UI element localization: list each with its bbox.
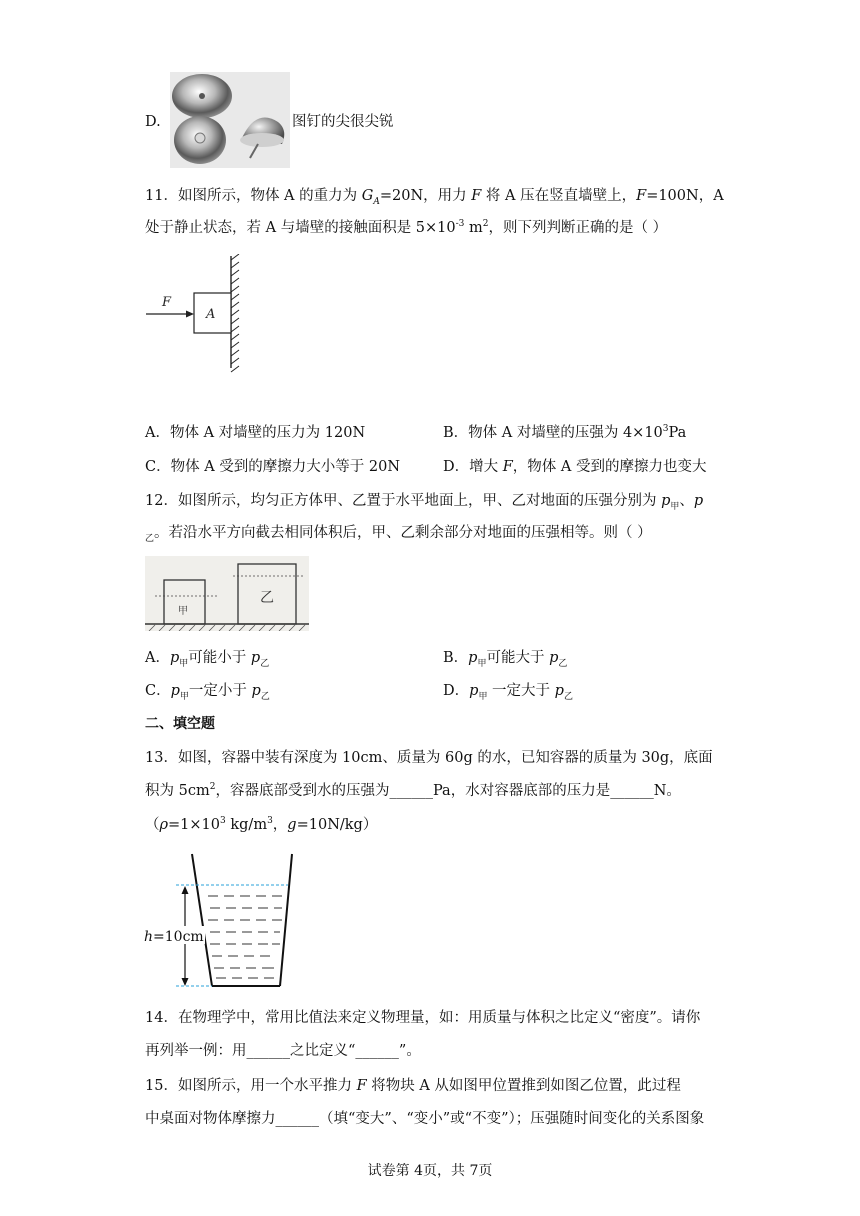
q13-stem-line2	[145, 781, 681, 801]
q13-exponent: 2	[209, 782, 216, 793]
q13-blank-1: ______	[389, 783, 433, 799]
q12-symbol-p: p	[250, 650, 261, 666]
q11-symbol-g: G	[361, 188, 374, 204]
q11-option-a: A．物体 A 对墙壁的压力为 120N	[145, 425, 366, 441]
q12-symbol-p: p	[251, 683, 261, 699]
height-symbol: h	[144, 929, 154, 945]
q12-option-label: B．	[443, 650, 469, 666]
q13-exponent: 3	[267, 816, 273, 827]
q12-text: 12．如图所示，均匀正方体甲、乙置于水平地面上，甲、乙对地面的压强分别为	[145, 493, 662, 509]
q12-option-text: 可能小于	[188, 650, 251, 666]
q13-text: Pa，水对容器底部的压力是	[432, 783, 611, 799]
cube-jia-label: 甲	[178, 606, 188, 617]
q12-symbol-p: p	[469, 683, 479, 699]
force-label: F	[162, 295, 172, 310]
q12-option-label: D．	[443, 683, 470, 699]
q12-option-text: 一定大于	[487, 683, 555, 699]
q12-option-d	[443, 681, 573, 701]
q15-blank: ______	[275, 1111, 319, 1127]
q12-text: 。若沿水平方向截去相同体积后，甲、乙剩余部分对地面的压强相等。则（ ）	[154, 525, 652, 541]
q15-symbol-f: F	[356, 1078, 367, 1094]
q13-text: 积为 5cm	[145, 783, 210, 799]
q12-subscript: 乙	[260, 691, 270, 702]
q12-cubes-photo	[145, 556, 309, 631]
q11-text: 11．如图所示，物体 A 的重力为	[145, 188, 362, 204]
q11-text: ，则下列判断正确的是（ ）	[488, 220, 668, 236]
q12-option-label: A．	[145, 650, 170, 666]
q11-option-d-symbol: F	[502, 459, 513, 475]
q15-stem-line1	[145, 1076, 681, 1096]
q13-text: ，容器底部受到水的压强为	[215, 783, 390, 799]
height-label	[144, 929, 204, 945]
q11-option-b	[443, 423, 686, 443]
q10-option-d-label: D.	[145, 114, 161, 130]
q11-wall-diagram	[140, 254, 250, 374]
q11-text: =20N，用力	[379, 188, 472, 204]
cube-jia	[164, 580, 205, 624]
q11-symbol-f: F	[471, 188, 482, 204]
q12-subscript: 乙	[558, 658, 568, 669]
q13-text: kg/m	[225, 817, 268, 833]
height-value: =10cm	[153, 929, 204, 945]
q15-text: 15．如图所示，用一个水平推力	[145, 1078, 357, 1094]
q14-text: 再列举一例：用	[145, 1043, 247, 1059]
q14-text: 之比定义“	[290, 1043, 356, 1059]
q13-exponent: 3	[220, 816, 226, 827]
thumbtack-illustration	[170, 72, 290, 168]
q15-text: （填“变大”、“变小”或“不变”）；压强随时间变化的关系图象	[319, 1111, 705, 1127]
q12-option-text: 可能大于	[486, 650, 550, 666]
q10-option-d-text: 图钉的尖很尖锐	[292, 114, 394, 130]
q12-symbol-p: p	[693, 493, 704, 509]
q12-subscript: 甲	[179, 658, 189, 669]
q11-text: 处于静止状态，若 A 与墙壁的接触面积是 5×10	[145, 220, 456, 236]
q11-text: m	[464, 220, 483, 236]
q13-text: N。	[653, 783, 681, 799]
q14-stem-line1: 14．在物理学中，常用比值法来定义物理量，如：用质量与体积之比定义“密度”。请你	[145, 1010, 701, 1026]
q11-option-b-text: B．物体 A 对墙壁的压强为 4×10	[443, 425, 663, 441]
q14-stem-line2	[145, 1041, 421, 1061]
q12-symbol-p: p	[170, 683, 180, 699]
q12-symbol-p: p	[554, 683, 564, 699]
section-heading: 二、填空题	[145, 716, 215, 732]
cube-yi-label: 乙	[260, 590, 274, 606]
q12-stem-line2	[145, 523, 652, 543]
q12-cubes-diagram	[145, 556, 309, 631]
q11-stem-line2	[145, 218, 667, 238]
q13-container-diagram	[140, 852, 305, 992]
q11-option-c: C．物体 A 受到的摩擦力大小等于 20N	[145, 459, 401, 475]
q11-symbol-f: F	[636, 188, 647, 204]
q12-subscript: 甲	[670, 501, 680, 512]
q12-symbol-p: p	[549, 650, 559, 666]
q13-text: =1×10	[168, 817, 221, 833]
q12-subscript: 甲	[477, 658, 487, 669]
q11-option-b-unit: Pa	[668, 425, 687, 441]
q15-stem-line2	[145, 1109, 704, 1129]
q12-subscript: 甲	[179, 691, 189, 702]
q12-separator: 、	[679, 493, 694, 509]
q15-text: 将物块 A 从如图甲位置推到如图乙位置，此过程	[366, 1078, 681, 1094]
q12-option-c	[145, 681, 270, 701]
q11-option-d-text: ，物体 A 受到的摩擦力也变大	[512, 459, 707, 475]
q12-symbol-p: p	[661, 493, 671, 509]
q11-text: =100N，A	[646, 188, 724, 204]
q13-symbol-g: g	[287, 817, 297, 833]
q15-text: 中桌面对物体摩擦力	[145, 1111, 276, 1127]
q11-exponent: -3	[455, 219, 465, 230]
q14-blank-1: ______	[246, 1043, 290, 1059]
q12-option-text: 一定小于	[188, 683, 252, 699]
q12-option-label: C．	[145, 683, 171, 699]
q11-subscript-a: A	[373, 196, 380, 207]
q12-option-a	[145, 648, 269, 668]
q12-subscript: 乙	[563, 691, 573, 702]
block-label: A	[206, 307, 216, 322]
q11-text: 将 A 压在竖直墙壁上，	[481, 188, 637, 204]
q11-stem-line1	[145, 186, 724, 206]
q12-option-b	[443, 648, 567, 668]
q13-blank-2: ______	[610, 783, 654, 799]
q11-option-b-exponent: 3	[662, 424, 669, 435]
q12-stem-line1	[145, 491, 703, 511]
q12-symbol-p: p	[468, 650, 478, 666]
q13-text: （	[145, 817, 160, 833]
q13-stem-line1: 13．如图，容器中装有深度为 10cm、质量为 60g 的水，已知容器的质量为 30g，底面	[145, 750, 713, 766]
q13-text: ，	[272, 817, 288, 833]
q11-exponent: 2	[482, 219, 489, 230]
q13-constants	[145, 815, 377, 835]
q12-symbol-p: p	[169, 650, 180, 666]
q12-subscript: 甲	[478, 691, 488, 702]
q11-option-d	[443, 457, 707, 477]
q12-subscript: 乙	[145, 533, 155, 544]
q14-text: ”。	[398, 1043, 421, 1059]
thumbtack-photo	[170, 72, 290, 168]
q12-subscript: 乙	[260, 658, 270, 669]
q13-text: =10N/kg）	[296, 817, 378, 833]
q11-option-d-text: D．增大	[443, 459, 503, 475]
q13-symbol-rho: ρ	[159, 817, 169, 833]
q14-blank-2: ______	[355, 1043, 399, 1059]
page-footer: 试卷第 4页，共 7页	[367, 1163, 493, 1179]
